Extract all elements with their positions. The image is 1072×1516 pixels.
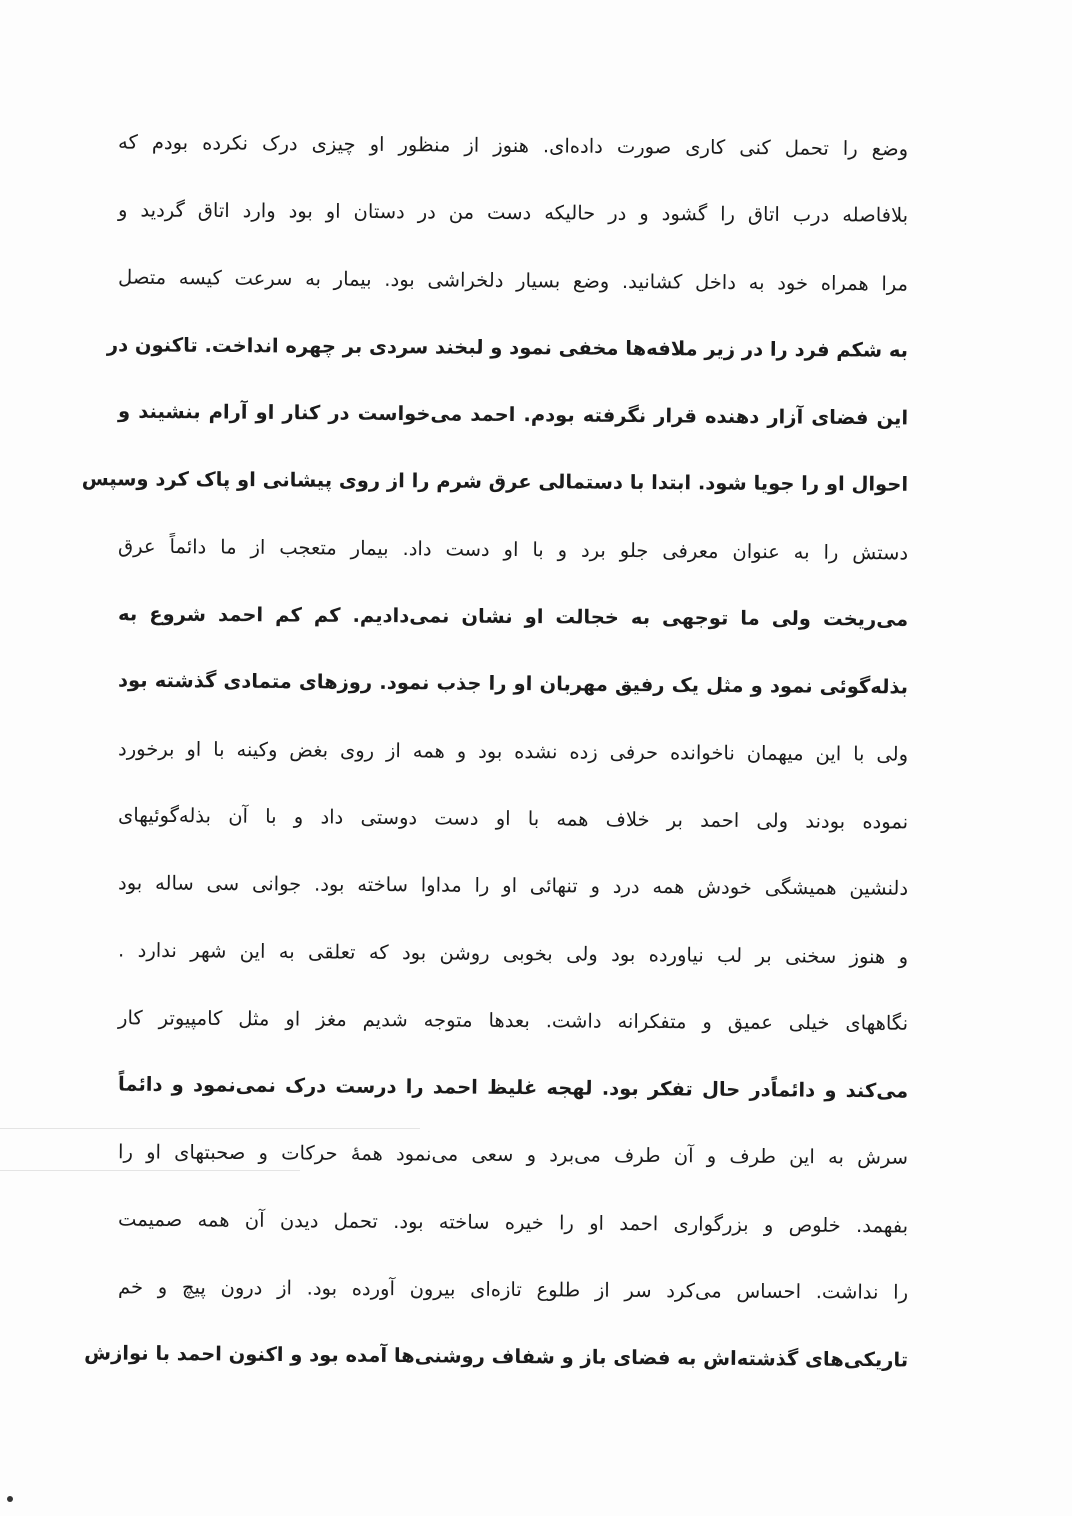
text-line: بفهمد. خلوص و بزرگواری احمد او را خیره ساخته بود. تحمل دیدن آن همه صمیمت: [118, 1207, 909, 1238]
body-text: [81, 122, 909, 1401]
text-line: می‌کند و دائماًدر حال تفکر بود. لهجه غلیظ احمد را درست درک نمی‌نمود و دائماً: [118, 1072, 909, 1103]
text-line: ولی با این میهمان ناخوانده حرفی زده نشده بود و همه از روی بغض وکینه با او برخورد: [118, 736, 909, 766]
text-line: بذله‌گوئی نمود و مثل یک رفیق مهربان او را جذب نمود. روزهای متمادی گذشته بود: [118, 668, 909, 699]
text-line: به شکم فرد را در زیر ملافه‌ها مخفی نمود و لبخند سردی بر چهره انداخت. تاکنون در: [106, 333, 909, 362]
scan-speck: [7, 1496, 13, 1502]
text-line: را نداشت. احساس می‌کرد سر از طلوع تازه‌ای بیرون آورده بود. از درون پیچ و خم: [118, 1275, 909, 1304]
text-line: نگاههای خیلی عمیق و متفکرانه داشت. بعدها متوجه شدیم مغز او مثل کامپیوتر کار: [118, 1006, 909, 1035]
text-line: می‌ریخت ولی ما توجهی به خجالت او نشان نمی‌دادیم. کم کم احمد شروع به: [118, 602, 909, 631]
text-line: مرا همراه خود به داخل کشانید. وضع بسیار دلخراشی بود. بیمار به سرعت کیسه متصل: [118, 265, 909, 296]
text-line: بلافاصله درب اتاق را گشود و در حالیکه دست من در دستان او بود وارد اتاق گردید و: [118, 198, 909, 228]
text-line: احوال او را جویا شود. ابتدا با دستمالی عرق شرم را از روی پیشانی او پاک کرد وسپس: [81, 467, 909, 497]
text-line: این فضای آزار دهنده قرار نگرفته بودم. احمد می‌خواست در کنار او آرام بنشیند و: [118, 399, 909, 430]
text-line: سرش به این طرف و آن طرف می‌برد و سعی می‌نمود همهٔ حرکات و صحبتهای او را: [118, 1140, 909, 1170]
text-line: وضع را تحمل کنی کاری صورت داده‌ای. هنوز از منظور او چیزی درک نکرده بودم که: [118, 130, 909, 161]
text-line: دلنشین همیشگی خودش همه درد و تنهائی او را مداوا ساخته بود. جوانی سی ساله بود: [118, 871, 909, 901]
text-line: و هنوز سخنی بر لب نیاورده بود ولی بخوبی روشن بود که تعلقی به این شهر ندارد .: [118, 938, 909, 969]
text-line: نموده بودند ولی احمد بر خلاف همه با او دست دوستی داد و با آن بذله‌گوئیهای: [118, 803, 909, 834]
text-line: دستش را به عنوان معرفی جلو برد و با او دست داد. بیمار متعجب از ما دائماً عرق: [118, 534, 909, 565]
text-line: تاریکی‌های گذشته‌اش به فضای باز و شفاف روشنی‌ها آمده بود و اکنون احمد با نوازش: [84, 1341, 909, 1372]
